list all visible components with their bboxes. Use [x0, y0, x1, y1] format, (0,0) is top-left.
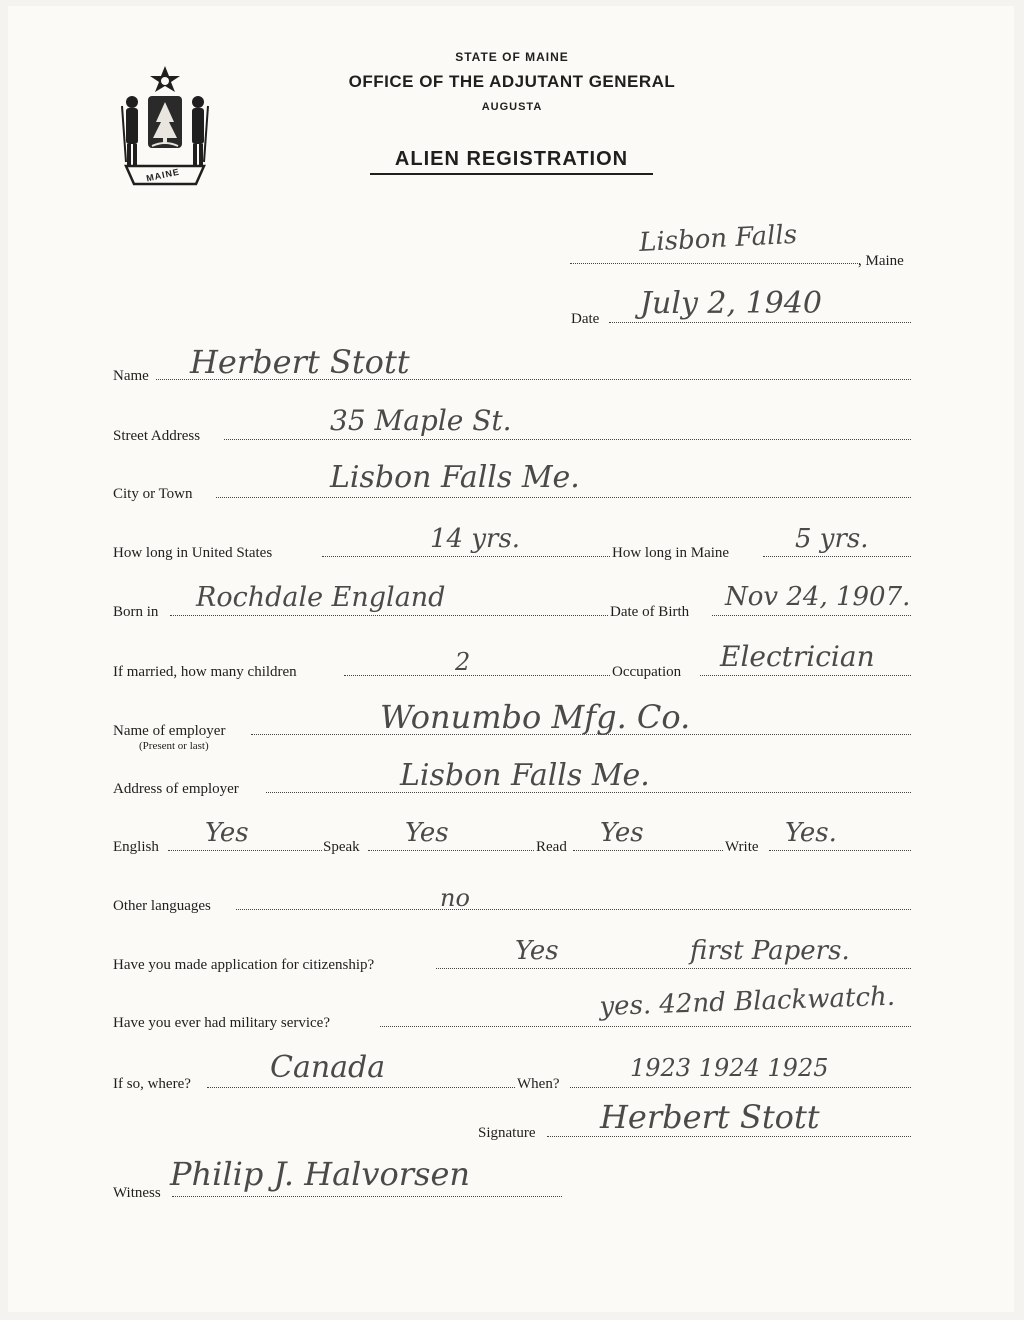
when-line — [570, 1087, 911, 1088]
where-label: If so, where? — [113, 1076, 191, 1092]
born-line — [170, 615, 608, 616]
write-line — [769, 850, 911, 851]
city-label: City or Town — [113, 486, 193, 502]
signature-value[interactable]: Herbert Stott — [600, 1098, 820, 1136]
seal-banner-text: MAINE — [145, 166, 181, 184]
english-value[interactable]: Yes — [205, 818, 249, 848]
when-label: When? — [517, 1076, 560, 1092]
maine-years-label: How long in Maine — [612, 545, 730, 561]
dob-line — [712, 615, 911, 616]
us-years-value[interactable]: 14 yrs. — [430, 524, 521, 554]
employer-address-label: Address of employer — [113, 781, 239, 797]
occupation-label: Occupation — [612, 664, 682, 680]
place-suffix: , Maine — [858, 253, 904, 269]
born-label: Born in — [113, 604, 159, 620]
signature-label: Signature — [478, 1125, 536, 1141]
military-value[interactable]: yes. 42nd Blackwatch. — [598, 981, 896, 1022]
maine-years-value[interactable]: 5 yrs. — [795, 524, 869, 554]
other-languages-value[interactable]: no — [440, 884, 470, 912]
date-line — [609, 322, 911, 323]
military-label: Have you ever had military service? — [113, 1015, 330, 1031]
signature-line — [547, 1136, 911, 1137]
witness-value[interactable]: Philip J. Halvorsen — [170, 1155, 471, 1193]
other-languages-label: Other languages — [113, 898, 211, 914]
dob-label: Date of Birth — [610, 604, 690, 620]
write-value[interactable]: Yes. — [785, 818, 837, 848]
children-line — [344, 675, 610, 676]
street-value[interactable]: 35 Maple St. — [330, 404, 512, 437]
employer-address-value[interactable]: Lisbon Falls Me. — [400, 758, 650, 793]
street-line — [224, 439, 911, 440]
english-line — [168, 850, 322, 851]
witness-line — [172, 1196, 562, 1197]
name-value[interactable]: Herbert Stott — [190, 343, 410, 381]
read-line — [573, 850, 723, 851]
employer-value[interactable]: Wonumbo Mfg. Co. — [380, 698, 691, 736]
citizenship-value2[interactable]: first Papers. — [690, 936, 850, 966]
place-line — [570, 263, 860, 264]
office-heading: OFFICE OF THE ADJUTANT GENERAL — [348, 72, 676, 91]
read-label: Read — [536, 839, 567, 855]
english-label: English — [113, 839, 159, 855]
place-value[interactable]: Lisbon Falls — [638, 219, 798, 258]
where-value[interactable]: Canada — [270, 1050, 386, 1085]
speak-line — [368, 850, 534, 851]
citizenship-line — [436, 968, 911, 969]
occupation-value[interactable]: Electrician — [720, 640, 875, 673]
employer-sublabel: (Present or last) — [139, 740, 209, 752]
employer-label: Name of employer — [113, 723, 226, 739]
city-line — [216, 497, 911, 498]
military-line — [380, 1026, 911, 1027]
where-line — [207, 1087, 515, 1088]
street-label: Street Address — [113, 428, 201, 444]
witness-label: Witness — [113, 1185, 161, 1201]
us-years-label: How long in United States — [113, 545, 273, 561]
form-title: ALIEN REGISTRATION — [370, 148, 653, 175]
city-heading: AUGUSTA — [481, 101, 543, 113]
occupation-line — [700, 675, 911, 676]
children-value[interactable]: 2 — [455, 648, 471, 676]
maine-years-line — [763, 556, 911, 557]
write-label: Write — [725, 839, 759, 855]
children-label: If married, how many children — [113, 664, 297, 680]
speak-value[interactable]: Yes — [405, 818, 449, 848]
date-label: Date — [571, 311, 600, 327]
other-languages-line — [236, 909, 911, 910]
dob-value[interactable]: Nov 24, 1907. — [725, 582, 911, 612]
speak-label: Speak — [323, 839, 360, 855]
citizenship-label: Have you made application for citizenship? — [113, 957, 375, 973]
city-value[interactable]: Lisbon Falls Me. — [330, 460, 580, 495]
us-years-line — [322, 556, 610, 557]
read-value[interactable]: Yes — [600, 818, 644, 848]
state-heading: STATE OF MAINE — [455, 50, 569, 64]
name-label: Name — [113, 368, 149, 384]
born-value[interactable]: Rochdale England — [196, 582, 446, 613]
citizenship-value[interactable]: Yes — [515, 936, 559, 966]
when-value[interactable]: 1923 1924 1925 — [630, 1054, 829, 1082]
date-value[interactable]: July 2, 1940 — [640, 286, 822, 321]
